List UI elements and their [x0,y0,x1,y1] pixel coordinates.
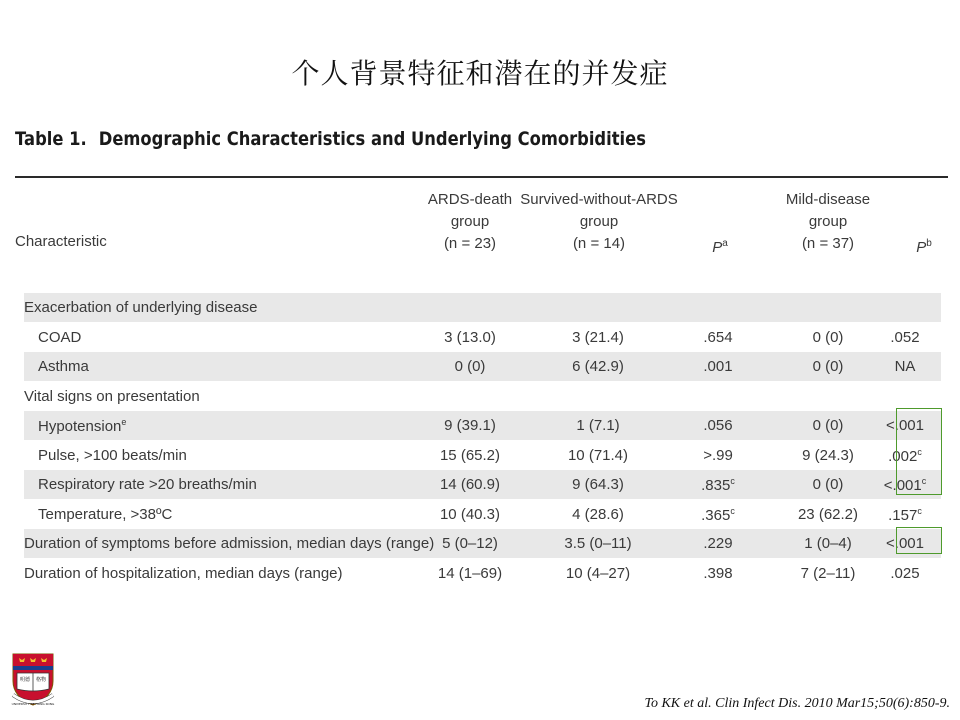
row-label: Hypotension$^e$ [38,417,127,435]
cell-ards-death: 15 (65.2) [439,447,501,464]
table-row [0,559,960,588]
cell-p-b: .002$^c$ [888,447,922,465]
row-label: COAD [38,329,82,346]
cell-p-b: .025 [890,565,920,582]
p-letter: P [916,239,927,256]
row-label: Asthma [38,358,89,375]
p-sup: b [926,238,932,249]
cell-p-a: .365$^c$ [701,506,735,524]
citation: To KK et al. Clin Infect Dis. 2010 Mar15;50(6):850-9. [644,696,950,711]
cell-p-a: .398 [703,565,733,582]
cell-p-a: .001 [703,358,733,375]
cell-mild-disease: 0 (0) [812,358,844,375]
cell-survived: 4 (28.6) [572,506,624,523]
highlight-box-vital-signs [896,408,942,495]
table-row [0,323,960,352]
cell-survived: 1 (7.1) [576,417,620,434]
header-mild-disease-group [760,189,896,255]
cell-survived: 9 (64.3) [572,476,624,493]
cell-ards-death: 9 (39.1) [444,417,496,434]
cell-ards-death: 0 (0) [454,358,486,375]
cell-p-a: >.99 [703,447,733,464]
cell-mild-disease: 9 (24.3) [802,447,854,464]
p-letter: P [712,239,723,256]
table-row [0,470,960,499]
cell-ards-death: 14 (60.9) [439,476,501,493]
table-number: Table 1. [15,128,87,150]
header-p-b [906,233,942,259]
row-label: Respiratory rate >20 breaths/min [38,476,257,493]
cell-p-a: .835$^c$ [701,476,735,494]
row-label: Exacerbation of underlying disease [24,299,258,316]
cell-p-b: .052 [890,329,920,346]
cell-p-b: <.001$^c$ [883,476,927,494]
table-caption-text: Demographic Characteristics and Underlying Comorbidities [98,128,646,150]
row-label: Duration of symptoms before admission, median days (range) [24,535,435,552]
cell-p-b: <.001 [886,535,924,552]
header-line: (n = 37) [801,235,855,252]
footnote-marker: c [730,476,735,486]
header-characteristic: Characteristic [15,233,107,250]
cell-p-b: <.001 [886,417,924,434]
cell-mild-disease: 0 (0) [812,329,844,346]
cell-survived: 3 (21.4) [572,329,624,346]
crest-book-text: 格物 [35,677,47,683]
cell-survived: 10 (4–27) [565,565,631,582]
cell-p-b: .157$^c$ [888,506,922,524]
header-line: Mild-disease [785,191,871,208]
header-survived-group [514,189,684,255]
footnote-marker: e [121,417,127,427]
cell-mild-disease: 23 (62.2) [797,506,859,523]
row-label: Vital signs on presentation [24,388,200,405]
cell-ards-death: 3 (13.0) [444,329,496,346]
crest-ribbon-text: UNIVERSITY OF HONG KONG [11,702,55,706]
cell-mild-disease: 7 (2–11) [800,565,856,582]
header-line: ARDS-death [427,191,513,208]
university-crest-icon [9,651,57,709]
table-row [0,441,960,470]
table-row [0,411,960,440]
row-label: Temperature, >38ºC [38,506,173,523]
p-sup: a [722,238,728,249]
cell-ards-death: 5 (0–12) [442,535,498,552]
footnote-marker: c [917,506,922,516]
row-label: Pulse, >100 beats/min [38,447,187,464]
cell-p-a: .056 [703,417,733,434]
cell-survived: 3.5 (0–11) [564,535,632,552]
table-top-rule [15,176,948,178]
cell-ards-death: 10 (40.3) [439,506,501,523]
footnote-marker: c [917,447,922,457]
cell-ards-death: 14 (1–69) [437,565,503,582]
cell-mild-disease: 1 (0–4) [804,535,852,552]
cell-p-a: .229 [703,535,733,552]
cell-mild-disease: 0 (0) [812,417,844,434]
table-section-row [0,293,960,322]
highlight-box-duration [896,527,942,554]
slide-title: 个人背景特征和潜在的并发症 [291,57,669,90]
header-line: group [450,213,490,230]
table-section-row [0,382,960,411]
header-line: Survived-without-ARDS [520,191,678,208]
header-line: (n = 14) [572,235,626,252]
header-line: group [579,213,619,230]
footnote-marker: c [921,476,927,486]
cell-p-a: .654 [703,329,733,346]
cell-survived: 10 (71.4) [567,447,629,464]
cell-p-b: NA [894,358,916,375]
cell-survived: 6 (42.9) [572,358,624,375]
header-line: (n = 23) [443,235,497,252]
table-row [0,500,960,529]
row-label: Duration of hospitalization, median days (range) [24,565,343,582]
footnote-marker: c [730,506,735,516]
table-row [0,352,960,381]
table-caption [15,128,646,150]
crest-book-text: 明德 [19,677,31,683]
table-row [0,529,960,558]
header-p-a [700,233,740,259]
cell-mild-disease: 0 (0) [812,476,844,493]
header-line: group [808,213,848,230]
